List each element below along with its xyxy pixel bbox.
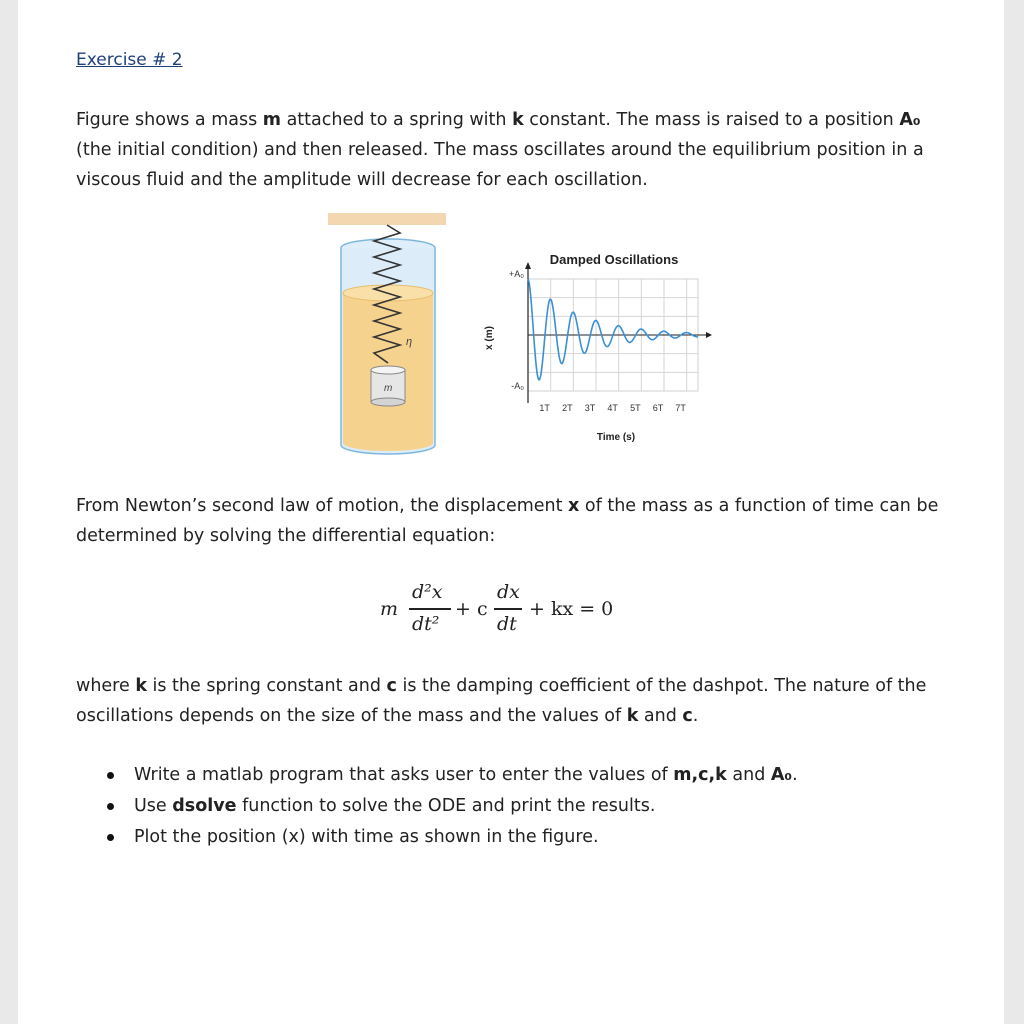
task-list — [76, 760, 956, 853]
task-1-bold-1: m,c,k — [673, 765, 727, 785]
task-1-text-3: . — [792, 765, 798, 785]
eq-fraction-bar-1 — [409, 608, 451, 610]
constants-k-symbol-2: k — [626, 706, 639, 726]
intro-text-3: constant. The mass is raised to a position — [523, 110, 900, 130]
newton-text-2: of the mass as a function of time can be determined by solving the differential equation: — [76, 496, 939, 546]
exercise-title: Exercise # 2 — [76, 50, 183, 70]
mass-label: m — [384, 383, 393, 394]
ceiling-support — [328, 213, 446, 225]
chart-x-tick-label: 7T — [675, 403, 686, 413]
task-1-bold-2: A₀ — [770, 765, 793, 785]
task-3-text: Plot the position (x) with time as shown in the figure. — [134, 827, 599, 847]
damped-oscillation-figure — [300, 205, 740, 470]
bullet-dot-icon — [107, 834, 114, 841]
chart-y-axis-label: x (m) — [484, 326, 495, 350]
task-item — [76, 791, 956, 822]
chart-x-tick-label: 4T — [607, 403, 618, 413]
intro-text-1: Figure shows a mass — [76, 110, 263, 130]
bullet-dot-icon — [107, 803, 114, 810]
chart-x-tick-labels — [539, 403, 686, 413]
intro-a0-symbol: A₀ — [899, 110, 921, 130]
constants-c-symbol-2: c — [682, 706, 693, 726]
chart-x-tick-label: 5T — [630, 403, 641, 413]
constants-text-4: and — [638, 706, 683, 726]
constants-text-5: . — [692, 706, 699, 726]
intro-paragraph — [76, 105, 946, 195]
chart-title: Damped Oscillations — [549, 252, 679, 267]
chart-x-tick-label: 2T — [562, 403, 573, 413]
task-2-text-1: Use — [134, 796, 173, 816]
differential-equation — [380, 583, 640, 643]
constants-k-symbol: k — [135, 676, 147, 696]
chart-x-tick-label: 3T — [584, 403, 596, 413]
eq-numerator-2: dx — [497, 581, 520, 603]
constants-paragraph — [76, 671, 946, 731]
intro-text-4: (the initial condition) and then released. The mass oscillates around the equilibrium position in a viscous fluid and the amplitude will decrease for each oscillation. — [76, 140, 924, 190]
chart-x-tick-label: 1T — [539, 403, 550, 413]
task-2-text-2: function to solve the ODE and print the results. — [236, 796, 656, 816]
intro-mass-symbol: m — [262, 110, 282, 130]
bullet-dot-icon — [107, 772, 114, 779]
eq-denominator-2: dt — [497, 613, 517, 635]
task-item — [76, 760, 956, 791]
eq-denominator-1: dt² — [412, 613, 440, 635]
newton-paragraph — [76, 491, 946, 551]
eq-numerator-1: d²x — [412, 581, 443, 603]
chart-x-tick-label: 6T — [652, 403, 664, 413]
task-item — [76, 822, 956, 853]
chart-y-label-positive: +A₀ — [509, 269, 524, 279]
chart-y-axis-arrow — [525, 262, 531, 269]
eq-fraction-bar-2 — [494, 608, 522, 610]
constants-text-1: where — [76, 676, 136, 696]
eta-label: η — [406, 336, 413, 348]
task-1-text-2: and — [726, 765, 771, 785]
constants-text-2: is the spring constant and — [146, 676, 387, 696]
chart-x-axis-arrow — [706, 332, 712, 338]
chart — [484, 252, 712, 443]
chart-x-axis-label: Time (s) — [596, 432, 636, 443]
eq-plus-c: + c — [455, 598, 488, 620]
newton-text-1: From Newton’s second law of motion, the displacement — [76, 496, 569, 516]
constants-c-symbol: c — [386, 676, 397, 696]
chart-y-tick-labels — [509, 269, 524, 391]
task-1-text-1: Write a matlab program that asks user to enter the values of — [134, 765, 674, 785]
task-2-bold: dsolve — [172, 796, 237, 816]
chart-y-label-negative: -A₀ — [511, 381, 524, 391]
intro-text-2: attached to a spring with — [281, 110, 513, 130]
intro-k-symbol: k — [512, 110, 524, 130]
newton-x-symbol: x — [568, 496, 580, 516]
eq-mass: m — [380, 598, 399, 620]
constants-text-3: is the damping coefficient of the dashpot. The nature of the oscillations depends on the size of the mass and the values of — [76, 676, 927, 726]
eq-tail: + kx = 0 — [529, 598, 614, 620]
